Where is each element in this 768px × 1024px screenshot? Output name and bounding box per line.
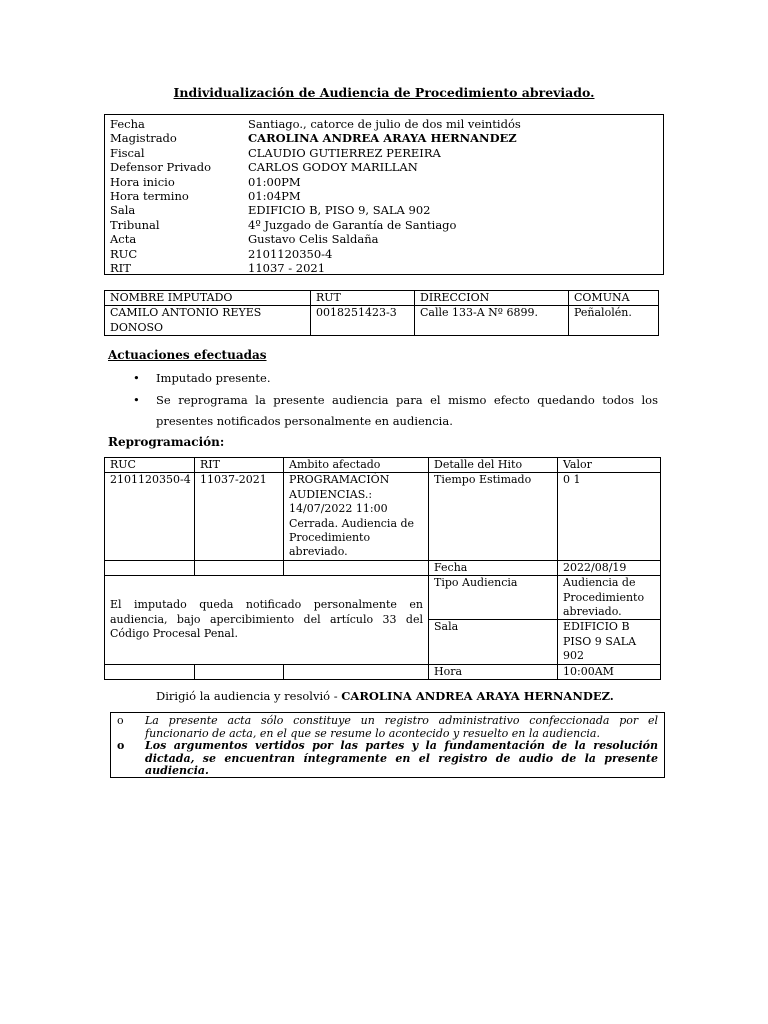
reprogramacion-title: Reprogramación: <box>108 435 225 449</box>
info-row-ruc: RUC 2101120350-4 <box>110 246 333 261</box>
resolucion-line: Dirigió la audiencia y resolvió - CAROLINA ANDREA ARAYA HERNANDEZ. <box>156 689 614 703</box>
rep-row <box>105 560 661 575</box>
imputado-row <box>105 306 659 336</box>
rep-valor: 0 1 <box>558 473 661 560</box>
page-title: Individualización de Audiencia de Procedimiento abreviado. <box>173 85 595 100</box>
hearing-info-box <box>104 114 664 275</box>
rep-rit: 11037-2021 <box>195 473 284 560</box>
rep-valor: EDIFICIO B PISO 9 SALA 902 <box>558 620 661 664</box>
rep-ambito: PROGRAMACIÓN AUDIENCIAS.: 14/07/2022 11:00 Cerrada. Audiencia de Procedimiento abreviado. <box>284 473 429 560</box>
info-row-fiscal: Fiscal CLAUDIO GUTIERREZ PEREIRA <box>110 145 441 160</box>
info-row-rit: RIT 11037 - 2021 <box>110 260 326 275</box>
rep-detalle: Sala <box>429 620 558 664</box>
info-row-tribunal: Tribunal 4º Juzgado de Garantía de Santiago <box>110 217 457 232</box>
rep-notificacion: El imputado queda notificado personalmente en audiencia, bajo apercibimiento del artículo 33 del Código Procesal Penal. <box>105 576 429 664</box>
rep-row <box>105 576 661 620</box>
info-row-acta: Acta Gustavo Celis Saldaña <box>110 232 379 247</box>
rep-row <box>105 473 661 560</box>
imputado-header-row <box>105 291 659 306</box>
rep-header-cell: RIT <box>195 458 284 473</box>
info-row-sala: Sala EDIFICIO B, PISO 9, SALA 902 <box>110 203 431 218</box>
imputado-header-cell: NOMBRE IMPUTADO <box>105 291 311 306</box>
rep-detalle: Hora <box>429 664 558 679</box>
bullet-item-text: Se reprograma la presente audiencia para el mismo efecto quedando todos los presentes notificados personalmente en audiencia. <box>156 393 658 428</box>
imputado-header-cell: COMUNA <box>569 291 659 306</box>
info-row-hora-termino: Hora termino 01:04PM <box>110 188 301 203</box>
reprogramacion-table <box>104 457 661 680</box>
imputado-header-cell: DIRECCION <box>415 291 569 306</box>
info-row-hora-inicio: Hora inicio 01:00PM <box>110 174 301 189</box>
imputado-name: CAMILO ANTONIO REYES DONOSO <box>105 306 311 336</box>
info-row-magistrado: Magistrado CAROLINA ANDREA ARAYA HERNANDEZ <box>110 131 517 146</box>
imputado-header-cell: RUT <box>311 291 415 306</box>
rep-detalle: Fecha <box>429 560 558 575</box>
info-row-fecha: Fecha Santiago., catorce de julio de dos mil veintidós <box>110 117 521 131</box>
bullet-icon: • <box>133 371 140 385</box>
bullet-icon-wrap <box>133 390 156 411</box>
imputado-table <box>104 290 659 336</box>
rep-detalle: Tipo Audiencia <box>429 576 558 620</box>
notes-box <box>110 712 665 778</box>
imputado-rut: 0018251423-3 <box>311 306 415 336</box>
note-item: o Los argumentos vertidos por las partes y la fundamentación de la resolución dictada, se encuentran íntegramente en el registro de audio de la presente audiencia. <box>117 739 658 777</box>
info-row-defensor: Defensor Privado CARLOS GODOY MARILLAN <box>110 160 418 175</box>
rep-ruc: 2101120350-4 <box>105 473 195 560</box>
imputado-direccion: Calle 133-A Nº 6899. <box>415 306 569 336</box>
circle-bullet-icon: o <box>117 739 125 752</box>
imputado-comuna: Peñalolén. <box>569 306 659 336</box>
rep-header-cell: Valor <box>558 458 661 473</box>
rep-header-cell: RUC <box>105 458 195 473</box>
bullet-icon: • <box>133 393 140 407</box>
rep-valor: 10:00AM <box>558 664 661 679</box>
rep-row <box>105 664 661 679</box>
rep-valor: Audiencia de Procedimiento abreviado. <box>558 576 661 620</box>
actuaciones-title: Actuaciones efectuadas <box>108 348 267 362</box>
bullet-item: • Imputado presente. <box>133 368 271 389</box>
rep-valor: 2022/08/19 <box>558 560 661 575</box>
note-item: o La presente acta sólo constituye un registro administrativo confeccionada por el funcionario de acta, en el que se resume lo acontecido y resuelto en la audiencia. <box>117 714 658 740</box>
rep-header-cell: Detalle del Hito <box>429 458 558 473</box>
rep-detalle: Tiempo Estimado <box>429 473 558 560</box>
reprogramacion-header-row <box>105 458 661 473</box>
rep-header-cell: Ambito afectado <box>284 458 429 473</box>
circle-bullet-icon: o <box>117 714 124 727</box>
